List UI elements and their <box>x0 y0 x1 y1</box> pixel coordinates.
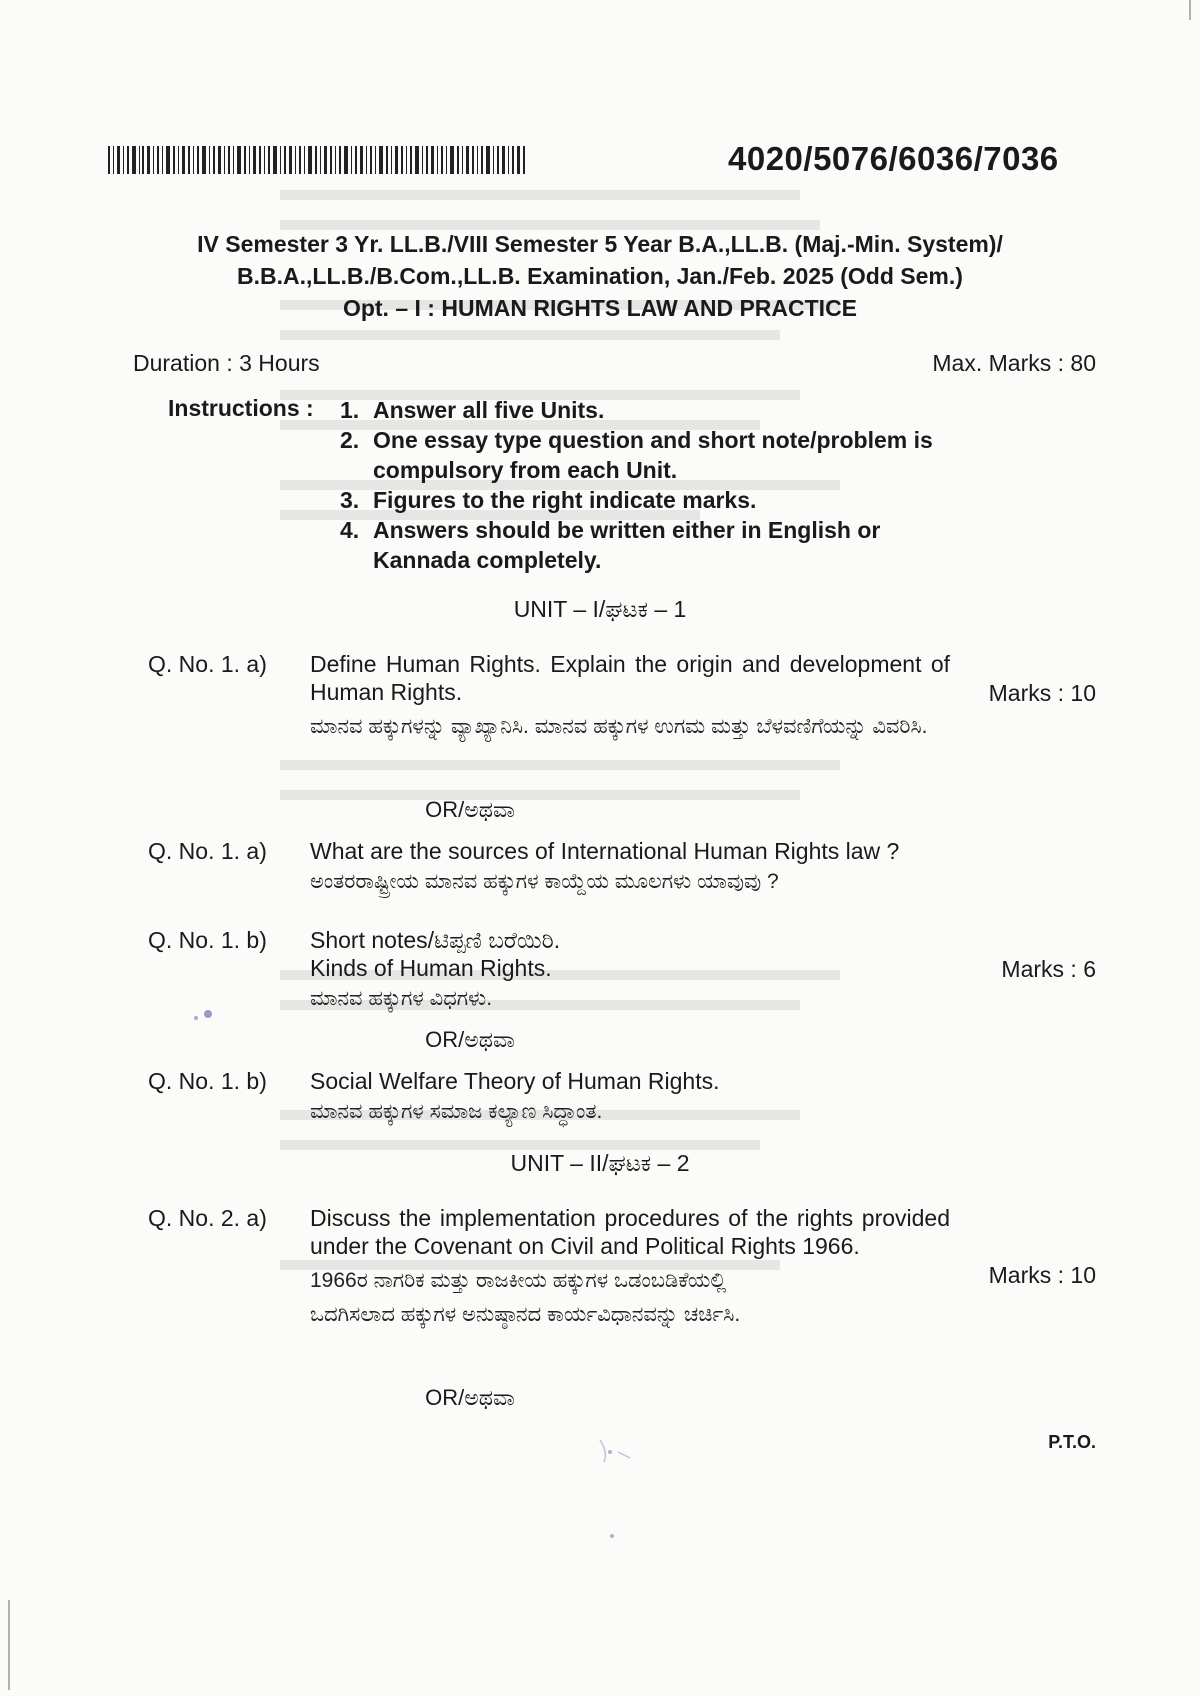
instruction-text: Answers should be written either in English or Kannada completely. <box>373 517 881 573</box>
or-divider: OR/ಅಥವಾ <box>425 1027 515 1052</box>
question-label: Q. No. 1. b) <box>148 927 267 953</box>
unit-1-title: UNIT – I/ಘಟಕ – 1 <box>513 596 687 622</box>
instruction-number: 2. <box>340 427 360 453</box>
question-english: Define Human Rights. Explain the origin and development of Human Rights. <box>310 651 950 705</box>
question-1a-alternative <box>310 837 970 899</box>
instruction-item <box>340 395 960 425</box>
question-label: Q. No. 1. b) <box>148 1068 267 1094</box>
question-label: Q. No. 1. a) <box>148 651 267 677</box>
paper-code: 4020/5076/6036/7036 <box>728 140 1059 177</box>
instruction-text: One essay type question and short note/problem is compulsory from each Unit. <box>373 427 933 483</box>
short-notes-heading: Short notes/ಟಿಪ್ಪಣಿ ಬರೆಯಿರಿ. <box>310 927 561 953</box>
max-marks: Max. Marks : 80 <box>932 350 1096 376</box>
header-line-2: B.B.A.,LL.B./B.Com.,LL.B. Examination, Jan./Feb. 2025 (Odd Sem.) <box>237 263 963 289</box>
instruction-number: 1. <box>340 397 360 423</box>
question-kannada: ಮಾನವ ಹಕ್ಕುಗಳನ್ನು ವ್ಯಾಖ್ಯಾನಿಸಿ. ಮಾನವ ಹಕ್ಕುಗಳ ಉಗಮ ಮತ್ತು ಬೆಳವಣಿಗೆಯನ್ನು ವಿವರಿಸಿ. <box>310 715 928 738</box>
instructions-label: Instructions : <box>168 395 314 421</box>
exam-header <box>130 228 1070 324</box>
marks-label: Marks : 10 <box>988 1262 1096 1288</box>
question-2a <box>310 1204 950 1332</box>
instruction-number: 4. <box>340 517 360 543</box>
question-kannada: ಅಂತರರಾಷ್ಟ್ರೀಯ ಮಾನವ ಹಕ್ಕುಗಳ ಕಾಯ್ದೆಯ ಮೂಲಗಳು ಯಾವುವು ? <box>310 870 779 893</box>
question-english: Social Welfare Theory of Human Rights. <box>310 1068 720 1094</box>
question-label: Q. No. 2. a) <box>148 1205 267 1231</box>
duration: Duration : 3 Hours <box>133 350 320 376</box>
question-english: Discuss the implementation procedures of the rights provided under the Covenant on Civil and Political Rights 1966. <box>310 1205 950 1259</box>
question-english: What are the sources of International Human Rights law ? <box>310 838 900 864</box>
instruction-text: Figures to the right indicate marks. <box>373 487 757 513</box>
header-line-1: IV Semester 3 Yr. LL.B./VIII Semester 5 Year B.A.,LL.B. (Maj.-Min. System)/ <box>197 231 1003 257</box>
question-kannada: ಮಾನವ ಹಕ್ಕುಗಳ ವಿಧಗಳು. <box>310 987 493 1010</box>
instruction-item <box>340 515 960 575</box>
question-kannada: ಮಾನವ ಹಕ್ಕುಗಳ ಸಮಾಜ ಕಲ್ಯಾಣ ಸಿದ್ಧಾಂತ. <box>310 1100 603 1123</box>
question-kannada-line-1: 1966ರ ನಾಗರಿಕ ಮತ್ತು ರಾಜಕೀಯ ಹಕ್ಕುಗಳ ಒಡಂಬಡಿಕೆಯಲ್ಲಿ <box>310 1269 727 1292</box>
question-1a <box>310 650 950 744</box>
or-divider: OR/ಅಥವಾ <box>425 1385 515 1410</box>
barcode <box>108 146 528 174</box>
instruction-item <box>340 485 960 515</box>
marks-label: Marks : 10 <box>988 680 1096 706</box>
question-label: Q. No. 1. a) <box>148 838 267 864</box>
question-1b <box>310 926 950 1016</box>
or-divider: OR/ಅಥವಾ <box>425 797 515 822</box>
question-english: Kinds of Human Rights. <box>310 955 552 981</box>
page-turn-indicator: P.T.O. <box>1048 1432 1096 1452</box>
instruction-number: 3. <box>340 487 360 513</box>
question-kannada-line-2: ಒದಗಿಸಲಾದ ಹಕ್ಕುಗಳ ಅನುಷ್ಠಾನದ ಕಾರ್ಯವಿಧಾನವನ್ನು ಚರ್ಚಿಸಿ. <box>310 1303 741 1326</box>
instruction-text: Answer all five Units. <box>373 397 605 423</box>
question-1b-alternative <box>310 1067 950 1129</box>
unit-2-title: UNIT – II/ಘಟಕ – 2 <box>510 1150 690 1176</box>
instruction-item <box>340 425 960 485</box>
marks-label: Marks : 6 <box>1001 956 1096 982</box>
header-line-3: Opt. – I : HUMAN RIGHTS LAW AND PRACTICE <box>342 295 858 321</box>
